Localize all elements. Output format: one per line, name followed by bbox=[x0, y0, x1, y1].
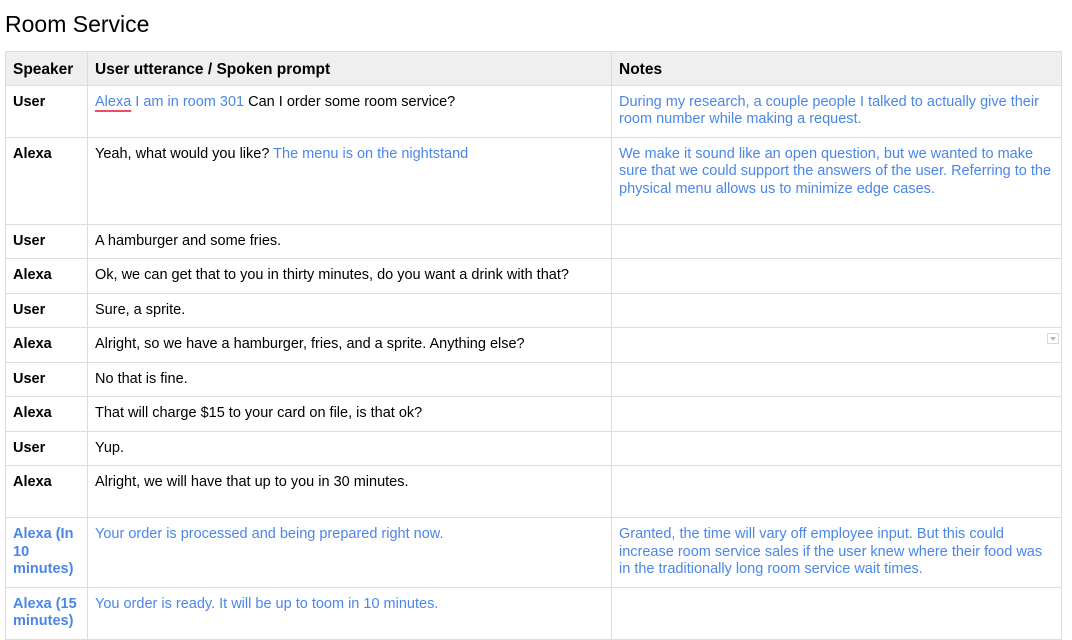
dropdown-icon[interactable] bbox=[1047, 333, 1059, 344]
utterance-cell[interactable]: Alright, we will have that up to you in 30 minutes. bbox=[88, 466, 612, 518]
utterance-segment: Can I order some room service? bbox=[244, 93, 456, 110]
table-row bbox=[6, 328, 1062, 363]
speaker-cell[interactable]: User bbox=[6, 224, 88, 259]
table-row bbox=[6, 397, 1062, 432]
utterance-cell[interactable]: Your order is processed and being prepared right now. bbox=[88, 518, 612, 588]
utterance-cell[interactable]: You order is ready. It will be up to toom in 10 minutes. bbox=[88, 587, 612, 639]
table-row bbox=[6, 137, 1062, 224]
utterance-cell[interactable]: That will charge $15 to your card on file, is that ok? bbox=[88, 397, 612, 432]
utterance-cell[interactable]: No that is fine. bbox=[88, 362, 612, 397]
speaker-cell[interactable]: Alexa bbox=[6, 397, 88, 432]
speaker-cell[interactable]: Alexa (15 minutes) bbox=[6, 587, 88, 639]
table-row bbox=[6, 293, 1062, 328]
speaker-cell[interactable]: Alexa bbox=[6, 466, 88, 518]
utterance-segment: The menu is on the nightstand bbox=[269, 145, 469, 162]
table-header-row bbox=[6, 52, 1062, 86]
notes-cell[interactable] bbox=[612, 362, 1062, 397]
table-row bbox=[6, 587, 1062, 639]
table-row bbox=[6, 362, 1062, 397]
utterance-cell[interactable] bbox=[88, 137, 612, 224]
utterance-segment: Yeah, what would you like? bbox=[95, 145, 270, 162]
speaker-cell[interactable]: Alexa bbox=[6, 137, 88, 224]
speaker-cell[interactable]: User bbox=[6, 85, 88, 137]
table-row bbox=[6, 259, 1062, 294]
notes-cell[interactable] bbox=[612, 466, 1062, 518]
notes-cell[interactable] bbox=[612, 431, 1062, 466]
notes-cell[interactable] bbox=[612, 587, 1062, 639]
header-notes[interactable]: Notes bbox=[612, 52, 1062, 86]
notes-cell[interactable] bbox=[612, 328, 1062, 363]
notes-cell[interactable]: Granted, the time will vary off employee input. But this could increase room service sales if the user knew where their food was in the traditionally long room service wait times. bbox=[612, 518, 1062, 588]
table-row bbox=[6, 466, 1062, 518]
notes-cell[interactable] bbox=[612, 224, 1062, 259]
speaker-cell[interactable]: User bbox=[6, 293, 88, 328]
speaker-cell[interactable]: User bbox=[6, 362, 88, 397]
table-row bbox=[6, 224, 1062, 259]
wake-word: Alexa bbox=[95, 93, 132, 110]
notes-cell[interactable] bbox=[612, 293, 1062, 328]
speaker-cell[interactable]: User bbox=[6, 431, 88, 466]
speaker-cell[interactable]: Alexa bbox=[6, 259, 88, 294]
notes-cell[interactable]: We make it sound like an open question, but we wanted to make sure that we could support the answers of the user. Referring to the physical menu allows us to minimize edge cases. bbox=[612, 137, 1062, 224]
utterance-cell[interactable]: Yup. bbox=[88, 431, 612, 466]
header-speaker[interactable]: Speaker bbox=[6, 52, 88, 86]
utterance-cell[interactable]: Sure, a sprite. bbox=[88, 293, 612, 328]
utterance-cell[interactable]: Ok, we can get that to you in thirty minutes, do you want a drink with that? bbox=[88, 259, 612, 294]
notes-cell[interactable] bbox=[612, 397, 1062, 432]
header-utterance[interactable]: User utterance / Spoken prompt bbox=[88, 52, 612, 86]
table-row bbox=[6, 431, 1062, 466]
speaker-cell[interactable]: Alexa (In 10 minutes) bbox=[6, 518, 88, 588]
notes-cell[interactable]: During my research, a couple people I talked to actually give their room number while making a request. bbox=[612, 85, 1062, 137]
page-title: Room Service bbox=[5, 11, 150, 37]
notes-cell[interactable] bbox=[612, 259, 1062, 294]
utterance-segment: I am in room 301 bbox=[131, 93, 245, 110]
utterance-cell[interactable] bbox=[88, 85, 612, 137]
dialog-script-table bbox=[5, 51, 1062, 640]
utterance-cell[interactable]: Alright, so we have a hamburger, fries, and a sprite. Anything else? bbox=[88, 328, 612, 363]
table-row bbox=[6, 518, 1062, 588]
speaker-cell[interactable]: Alexa bbox=[6, 328, 88, 363]
table-row bbox=[6, 85, 1062, 137]
utterance-cell[interactable]: A hamburger and some fries. bbox=[88, 224, 612, 259]
